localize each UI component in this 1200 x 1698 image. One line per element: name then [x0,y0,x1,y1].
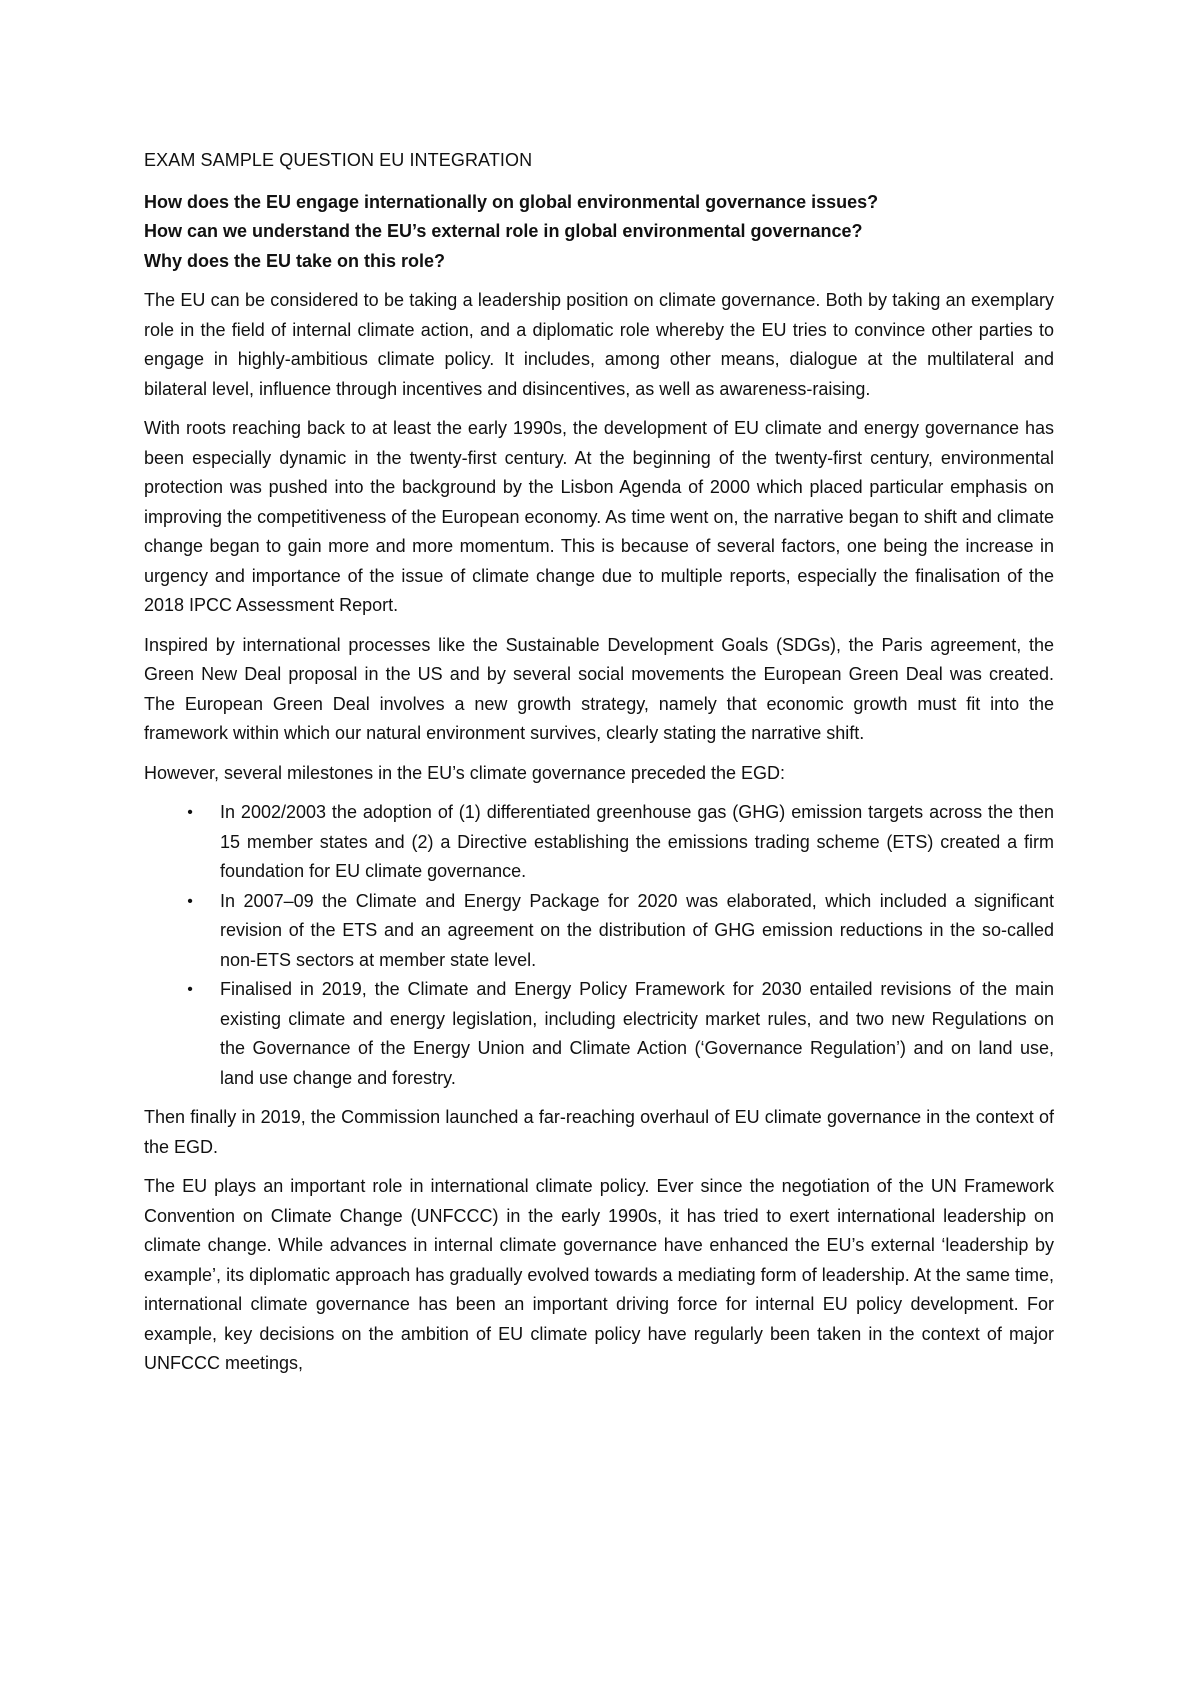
milestones-list [144,798,1054,1093]
list-item-text: In 2007–09 the Climate and Energy Package for 2020 was elaborated, which included a significant revision of the ETS and an agreement on the distribution of GHG emission reductions in the so-called non-ETS sectors at member state level. [220,890,1054,970]
body-paragraph: Then finally in 2019, the Commission launched a far-reaching overhaul of EU climate governance in the context of the EGD. [144,1107,1054,1157]
list-intro-paragraph: However, several milestones in the EU’s climate governance preceded the EGD: [144,762,785,783]
list-item [144,975,1054,1093]
body-paragraph: The EU plays an important role in international climate policy. Ever since the negotiation of the UN Framework Convention on Climate Change (UNFCCC) in the early 1990s, it has tried to exert international leadership on climate change. While advances in internal climate governance have enhanced the EU’s external ‘leadership by example’, its diplomatic approach has gradually evolved towards a mediating form of leadership. At the same time, international climate governance has been an important driving force for internal EU policy development. For example, key decisions on the ambition of EU climate policy have regularly been taken in the context of major UNFCCC meetings, [144,1176,1054,1373]
list-item [144,798,1054,887]
list-item [144,887,1054,976]
document-body [144,146,1054,1379]
bullet-icon: • [187,981,193,998]
body-paragraph: With roots reaching back to at least the early 1990s, the development of EU climate and energy governance has been especially dynamic in the twenty-first century. At the beginning of the twenty-first century, environmental protection was pushed into the background by the Lisbon Agenda of 2000 which placed particular emphasis on improving the competitiveness of the European economy. As time went on, the narrative began to shift and climate change began to gain more and more momentum. This is because of several factors, one being the increase in urgency and importance of the issue of climate change due to multiple reports, especially the finalisation of the 2018 IPCC Assessment Report. [144,418,1054,615]
exam-questions [144,188,1054,277]
exam-question: How does the EU engage internationally on global environmental governance issues? [144,191,879,212]
body-paragraph: The EU can be considered to be taking a leadership position on climate governance. Both by taking an exemplary role in the field of internal climate action, and a diplomatic role whereby the EU tries to convince other parties to engage in highly-ambitious climate policy. It includes, among other means, dialogue at the multilateral and bilateral level, influence through incentives and disincentives, as well as awareness-raising. [144,290,1054,399]
bullet-icon: • [187,804,193,821]
list-item-text: Finalised in 2019, the Climate and Energy Policy Framework for 2030 entailed revisions of the main existing climate and energy legislation, including electricity market rules, and two new Regulations on the Governance of the Energy Union and Climate Action (‘Governance Regulation’) and on land use, land use change and forestry. [220,979,1054,1088]
exam-question: How can we understand the EU’s external role in global environmental governance? [144,221,863,241]
body-paragraph: Inspired by international processes like the Sustainable Development Goals (SDGs), the Paris agreement, the Green New Deal proposal in the US and by several social movements the European Green Deal was created. The European Green Deal involves a new growth strategy, namely that economic growth must fit into the framework within which our natural environment survives, clearly stating the narrative shift. [144,634,1054,743]
bullet-icon: • [187,892,193,910]
exam-question: Why does the EU take on this role? [144,250,446,271]
list-item-text: In 2002/2003 the adoption of (1) differentiated greenhouse gas (GHG) emission targets across the then 15 member states and (2) a Directive establishing the emissions trading scheme (ETS) created a firm foundation for EU climate governance. [220,802,1054,881]
document-title: EXAM SAMPLE QUESTION EU INTEGRATION [144,150,533,170]
